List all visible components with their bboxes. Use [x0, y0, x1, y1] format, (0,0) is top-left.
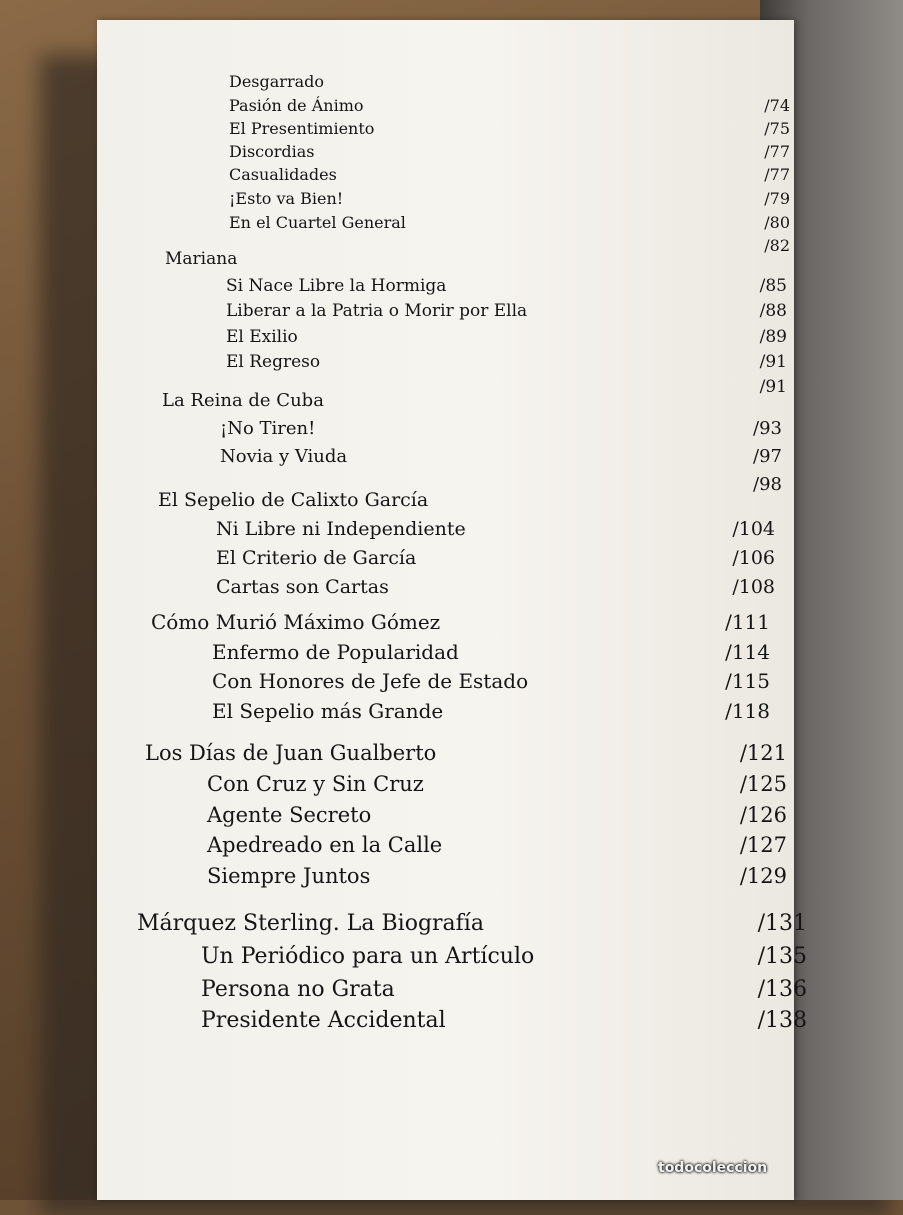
- toc-entry-page: /131: [757, 911, 807, 936]
- toc-entry-title: Si Nace Libre la Hormiga: [226, 276, 447, 296]
- toc-entry-page: /74: [764, 96, 790, 115]
- toc-entry-title: El Regreso: [226, 352, 321, 372]
- table-of-contents: [97, 20, 807, 1200]
- toc-entry-page: /93: [753, 418, 782, 439]
- toc-entry-page: /77: [764, 165, 790, 184]
- toc-entry-page: /136: [757, 977, 807, 1002]
- toc-entry-page: /126: [739, 803, 787, 827]
- toc-entry-title: En el Cuartel General: [229, 213, 406, 232]
- toc-entry-page: /75: [764, 119, 790, 138]
- toc-entry-page: /106: [732, 547, 775, 569]
- toc-entry-title: Un Periódico para un Artículo: [201, 944, 535, 969]
- toc-entry-page: /121: [739, 741, 787, 765]
- toc-entry-page: /89: [759, 327, 787, 347]
- toc-entry-page: /85: [759, 276, 787, 296]
- toc-entry-title: Liberar a la Patria o Morir por Ella: [226, 301, 528, 321]
- toc-entry-page: /91: [759, 352, 787, 372]
- toc-entry-title: El Presentimiento: [229, 119, 375, 138]
- toc-entry-page: /88: [759, 301, 787, 321]
- toc-entry-title: Márquez Sterling. La Biografía: [137, 911, 484, 936]
- toc-entry-title: El Sepelio de Calixto García: [158, 489, 429, 511]
- toc-entry-title: El Criterio de García: [216, 547, 417, 569]
- toc-entry-title: Discordias: [229, 142, 315, 161]
- toc-entry-page: /125: [739, 772, 787, 796]
- toc-entry-title: La Reina de Cuba: [162, 390, 324, 411]
- toc-entry-title: Cartas son Cartas: [216, 576, 389, 598]
- toc-entry-page: /82: [764, 236, 790, 255]
- book-page: [97, 20, 807, 1200]
- toc-entry-title: Con Cruz y Sin Cruz: [207, 772, 424, 796]
- toc-entry-page: /129: [739, 864, 787, 888]
- toc-entry-page: /97: [753, 446, 782, 467]
- toc-entry-page: /79: [764, 189, 790, 208]
- toc-entry-page: /135: [757, 944, 807, 969]
- toc-entry-title: ¡Esto va Bien!: [229, 189, 344, 208]
- toc-entry-page: /108: [732, 576, 775, 598]
- toc-entry-title: Los Días de Juan Gualberto: [145, 741, 437, 765]
- toc-entry-page: /91: [759, 377, 787, 397]
- toc-entry-page: /80: [764, 213, 790, 232]
- toc-entry-title: Presidente Accidental: [201, 1008, 446, 1033]
- toc-entry-page: /127: [739, 833, 787, 857]
- toc-entry-title: Siempre Juntos: [207, 864, 371, 888]
- toc-entry-page: /115: [725, 669, 770, 693]
- toc-entry-title: ¡No Tiren!: [220, 418, 316, 439]
- watermark: todocoleccion: [658, 1160, 768, 1176]
- toc-entry-title: Cómo Murió Máximo Gómez: [151, 610, 441, 634]
- toc-entry-page: /118: [725, 699, 770, 723]
- toc-entry-page: /114: [725, 640, 770, 664]
- toc-entry-title: Novia y Viuda: [220, 446, 348, 467]
- toc-entry-title: El Sepelio más Grande: [212, 699, 444, 723]
- toc-entry-title: Pasión de Ánimo: [229, 96, 364, 115]
- toc-entry-page: /104: [732, 518, 775, 540]
- toc-entry-title: Desgarrado: [229, 72, 324, 91]
- toc-entry-title: Enfermo de Popularidad: [212, 640, 459, 664]
- toc-entry-title: Apedreado en la Calle: [207, 833, 443, 857]
- toc-entry-page: /111: [725, 610, 770, 634]
- toc-entry-title: Ni Libre ni Independiente: [216, 518, 466, 540]
- toc-entry-title: El Exilio: [226, 327, 298, 347]
- toc-entry-title: Con Honores de Jefe de Estado: [212, 669, 529, 693]
- toc-entry-title: Agente Secreto: [207, 803, 372, 827]
- toc-entry-title: Casualidades: [229, 165, 337, 184]
- toc-entry-page: /98: [753, 474, 782, 495]
- toc-entry-page: /138: [757, 1008, 807, 1033]
- toc-entry-page: /77: [764, 142, 790, 161]
- toc-entry-title: Mariana: [165, 249, 238, 269]
- toc-entry-title: Persona no Grata: [201, 977, 395, 1002]
